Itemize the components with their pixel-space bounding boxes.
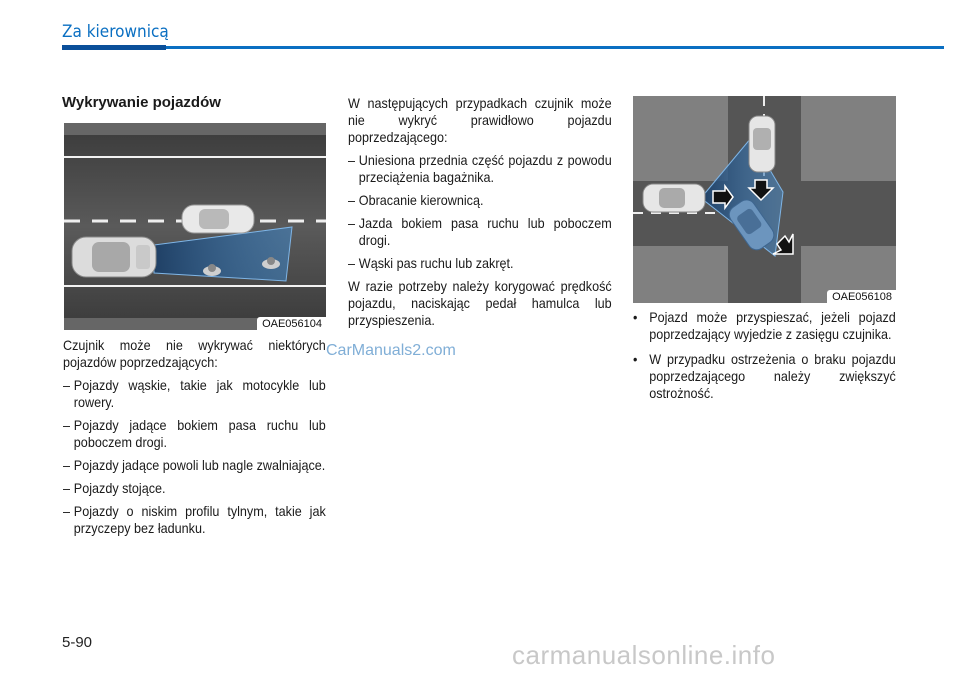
intersection-illustration	[633, 96, 896, 303]
list-item: – Pojazdy o niskim profilu tylnym, takie jak przyczepy bez ładunku.	[63, 503, 326, 536]
page-number: 5-90	[62, 634, 93, 651]
list-item: – Jazda bokiem pasa ruchu lub poboczem drogi.	[348, 215, 612, 248]
figure-code: OAE056108	[827, 290, 896, 303]
middle-outro: W razie potrzeby należy korygować prędkość pojazdu, naciskając pedał hamulca lub przyspieszenia.	[348, 278, 612, 328]
section-title: Wykrywanie pojazdów	[62, 94, 221, 111]
list-item: – Pojazdy wąskie, takie jak motocykle lub rowery.	[63, 377, 326, 410]
road-illustration	[64, 123, 326, 330]
list-item: – Pojazdy jadące bokiem pasa ruchu lub poboczem drogi.	[63, 417, 326, 450]
watermark-text: CarManuals2.com	[326, 342, 456, 359]
own-car	[643, 184, 705, 212]
chapter-title: Za kierownicą	[62, 22, 169, 42]
list-item: – Pojazdy stojące.	[63, 480, 166, 496]
figure-intersection	[633, 96, 896, 303]
list-item: – Uniesiona przednia część pojazdu z powodu przeciążenia bagażnika.	[348, 152, 612, 185]
figure-code: OAE056104	[257, 317, 326, 330]
list-item: – Pojazdy jadące powoli lub nagle zwalniające.	[63, 457, 326, 473]
header-rule-accent	[62, 45, 166, 50]
left-text-column	[63, 337, 326, 543]
list-item: • Pojazd może przyspieszać, jeżeli pojazd poprzedzający wyjedzie z zasięgu czujnika.	[633, 309, 896, 342]
figure-vehicle-detection	[64, 123, 326, 330]
middle-text-column	[348, 95, 612, 335]
own-car	[72, 237, 156, 277]
right-text-column	[633, 309, 896, 410]
list-item: • W przypadku ostrzeżenia o braku pojazdu poprzedzającego należy zwiększyć ostrożność.	[633, 351, 896, 401]
list-item: – Obracanie kierownicą.	[348, 192, 484, 208]
list-item: – Wąski pas ruchu lub zakręt.	[348, 255, 514, 271]
middle-intro: W następujących przypadkach czujnik może nie wykryć prawidłowo pojazdu poprzedzającego:	[348, 95, 612, 145]
left-intro: Czujnik może nie wykrywać niektórych pojazdów poprzedzających:	[63, 337, 326, 370]
header-rule	[62, 46, 944, 49]
leading-car	[182, 205, 254, 233]
footer-watermark: carmanualsonline.info	[512, 640, 776, 670]
oncoming-car	[749, 116, 775, 172]
